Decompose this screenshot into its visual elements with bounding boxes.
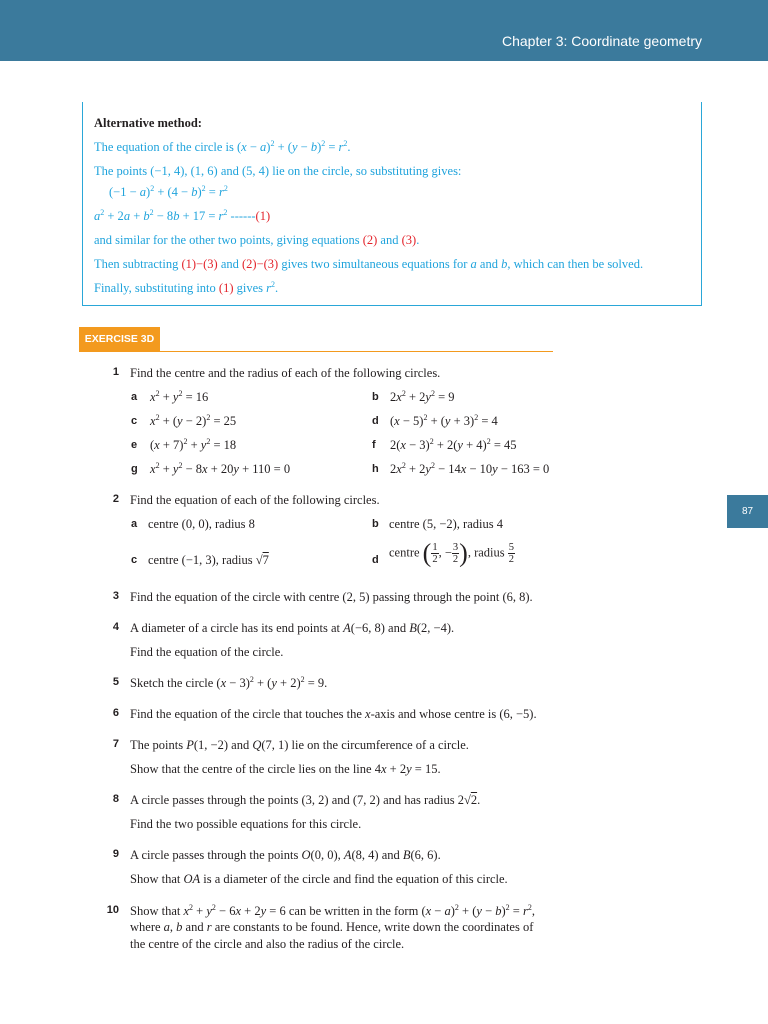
question-text: Find the equation of the circle with centre (2, 5) passing through the point (6, 8). bbox=[130, 590, 533, 604]
part-text: centre (0, 0), radius 8 bbox=[148, 517, 255, 531]
question-text: Find the equation of the circle that touches the x-axis and whose centre is (6, −5). bbox=[130, 707, 537, 721]
question-text-line-2: Find the two possible equations for this circle. bbox=[130, 817, 362, 831]
question-text-line-3: the centre of the circle and also the radius of the circle. bbox=[130, 937, 405, 951]
part-label: b bbox=[372, 518, 379, 530]
question-number: 8 bbox=[112, 793, 119, 805]
exercise-label: EXERCISE 3D bbox=[79, 327, 160, 352]
part-text: $x^2 + y^2 - 8x + 20y + 110 = 0$ bbox=[150, 461, 291, 476]
part-label: h bbox=[372, 463, 379, 475]
alternative-method-box bbox=[82, 102, 702, 306]
question-text: The points P(1, −2) and Q(7, 1) lie on the circumference of a circle. bbox=[130, 738, 469, 752]
part-text: $x^2 + y^2 = 16$ bbox=[150, 389, 209, 404]
question-number: 10 bbox=[106, 904, 119, 916]
part-text: $2x^2 + 2y^2 = 9$ bbox=[390, 389, 455, 404]
question-text-line-2: Show that the centre of the circle lies on the line 4x + 2y = 15. bbox=[130, 762, 441, 776]
alternative-line-4: $a^2 + 2a + b^2 - 8b + 17 = r^2$ ------(1) bbox=[94, 208, 271, 223]
question-text-line-2: Show that OA is a diameter of the circle and find the equation of this circle. bbox=[130, 872, 508, 886]
question-text: Show that $x^2 + y^2 - 6x + 2y = 6$ can be written in the form $(x - a)^2 + (y - b)^2 = r^2$, bbox=[130, 903, 535, 918]
part-text: centre (5, −2), radius 4 bbox=[389, 517, 503, 531]
question-text: Find the centre and the radius of each of the following circles. bbox=[130, 366, 441, 380]
exercise-rule bbox=[79, 351, 553, 352]
part-text: $(x + 7)^2 + y^2 = 18$ bbox=[150, 437, 237, 452]
question-text: Find the equation of each of the following circles. bbox=[130, 493, 380, 507]
question-text: A circle passes through the points (3, 2) and (7, 2) and has radius 2√2. bbox=[130, 793, 481, 807]
alternative-line-2: The points (−1, 4), (1, 6) and (5, 4) lie on the circle, so substituting gives: bbox=[94, 164, 462, 178]
part-label: a bbox=[131, 391, 138, 403]
header-bar bbox=[0, 0, 768, 61]
question-text-line-2: where a, b and r are constants to be found. Hence, write down the coordinates of bbox=[130, 920, 534, 934]
alternative-line-7: Finally, substituting into (1) gives $r^2$. bbox=[94, 280, 279, 295]
part-text: $2(x - 3)^2 + 2(y + 4)^2 = 45$ bbox=[390, 437, 517, 452]
question-number: 6 bbox=[112, 707, 119, 719]
part-label: a bbox=[131, 518, 138, 530]
part-label: g bbox=[131, 463, 138, 475]
alternative-line-5: and similar for the other two points, giving equations (2) and (3). bbox=[94, 233, 420, 247]
part-label: c bbox=[131, 554, 138, 566]
part-label: c bbox=[131, 415, 138, 427]
part-text: $x^2 + (y - 2)^2 = 25$ bbox=[150, 413, 237, 428]
part-label: f bbox=[372, 439, 376, 451]
part-text: centre (−1, 3), radius √7 bbox=[148, 553, 269, 567]
alternative-line-6: Then subtracting (1)−(3) and (2)−(3) gives two simultaneous equations for a and b, which can then be solved. bbox=[94, 257, 644, 271]
question-text-line-2: Find the equation of the circle. bbox=[130, 645, 284, 659]
question-number: 2 bbox=[112, 493, 119, 505]
question-number: 1 bbox=[112, 366, 119, 378]
question-number: 9 bbox=[112, 848, 119, 860]
chapter-title: Chapter 3: Coordinate geometry bbox=[502, 33, 702, 49]
alternative-line-3: $(-1 - a)^2 + (4 - b)^2 = r^2$ bbox=[109, 184, 228, 199]
question-number: 4 bbox=[112, 621, 119, 633]
question-number: 7 bbox=[112, 738, 119, 750]
question-number: 3 bbox=[112, 590, 119, 602]
part-label: e bbox=[131, 439, 138, 451]
question-number: 5 bbox=[112, 676, 119, 688]
part-text: $2x^2 + 2y^2 - 14x - 10y - 163 = 0$ bbox=[390, 461, 550, 476]
part-label: d bbox=[372, 554, 379, 566]
part-label: b bbox=[372, 391, 379, 403]
part-label: d bbox=[372, 415, 379, 427]
alternative-heading: Alternative method: bbox=[94, 116, 202, 130]
part-text: centre ( $\frac{1}{2}$ , − $\frac{3}{2}$ ), radius $\frac{5}{2}$ bbox=[389, 538, 514, 568]
question-text: A diameter of a circle has its end points at A(−6, 8) and B(2, −4). bbox=[130, 621, 455, 635]
question-text: A circle passes through the points O(0, 0), A(8, 4) and B(6, 6). bbox=[130, 848, 441, 862]
alternative-line-1: The equation of the circle is $(x - a)^2 + (y - b)^2 = r^2$. bbox=[94, 139, 351, 154]
equation-tag-1: (1) bbox=[255, 209, 271, 223]
question-text: Sketch the circle $(x - 3)^2 + (y + 2)^2 = 9$. bbox=[130, 675, 328, 690]
part-text: $(x - 5)^2 + (y + 3)^2 = 4$ bbox=[390, 413, 498, 428]
page-number: 87 bbox=[727, 495, 768, 528]
